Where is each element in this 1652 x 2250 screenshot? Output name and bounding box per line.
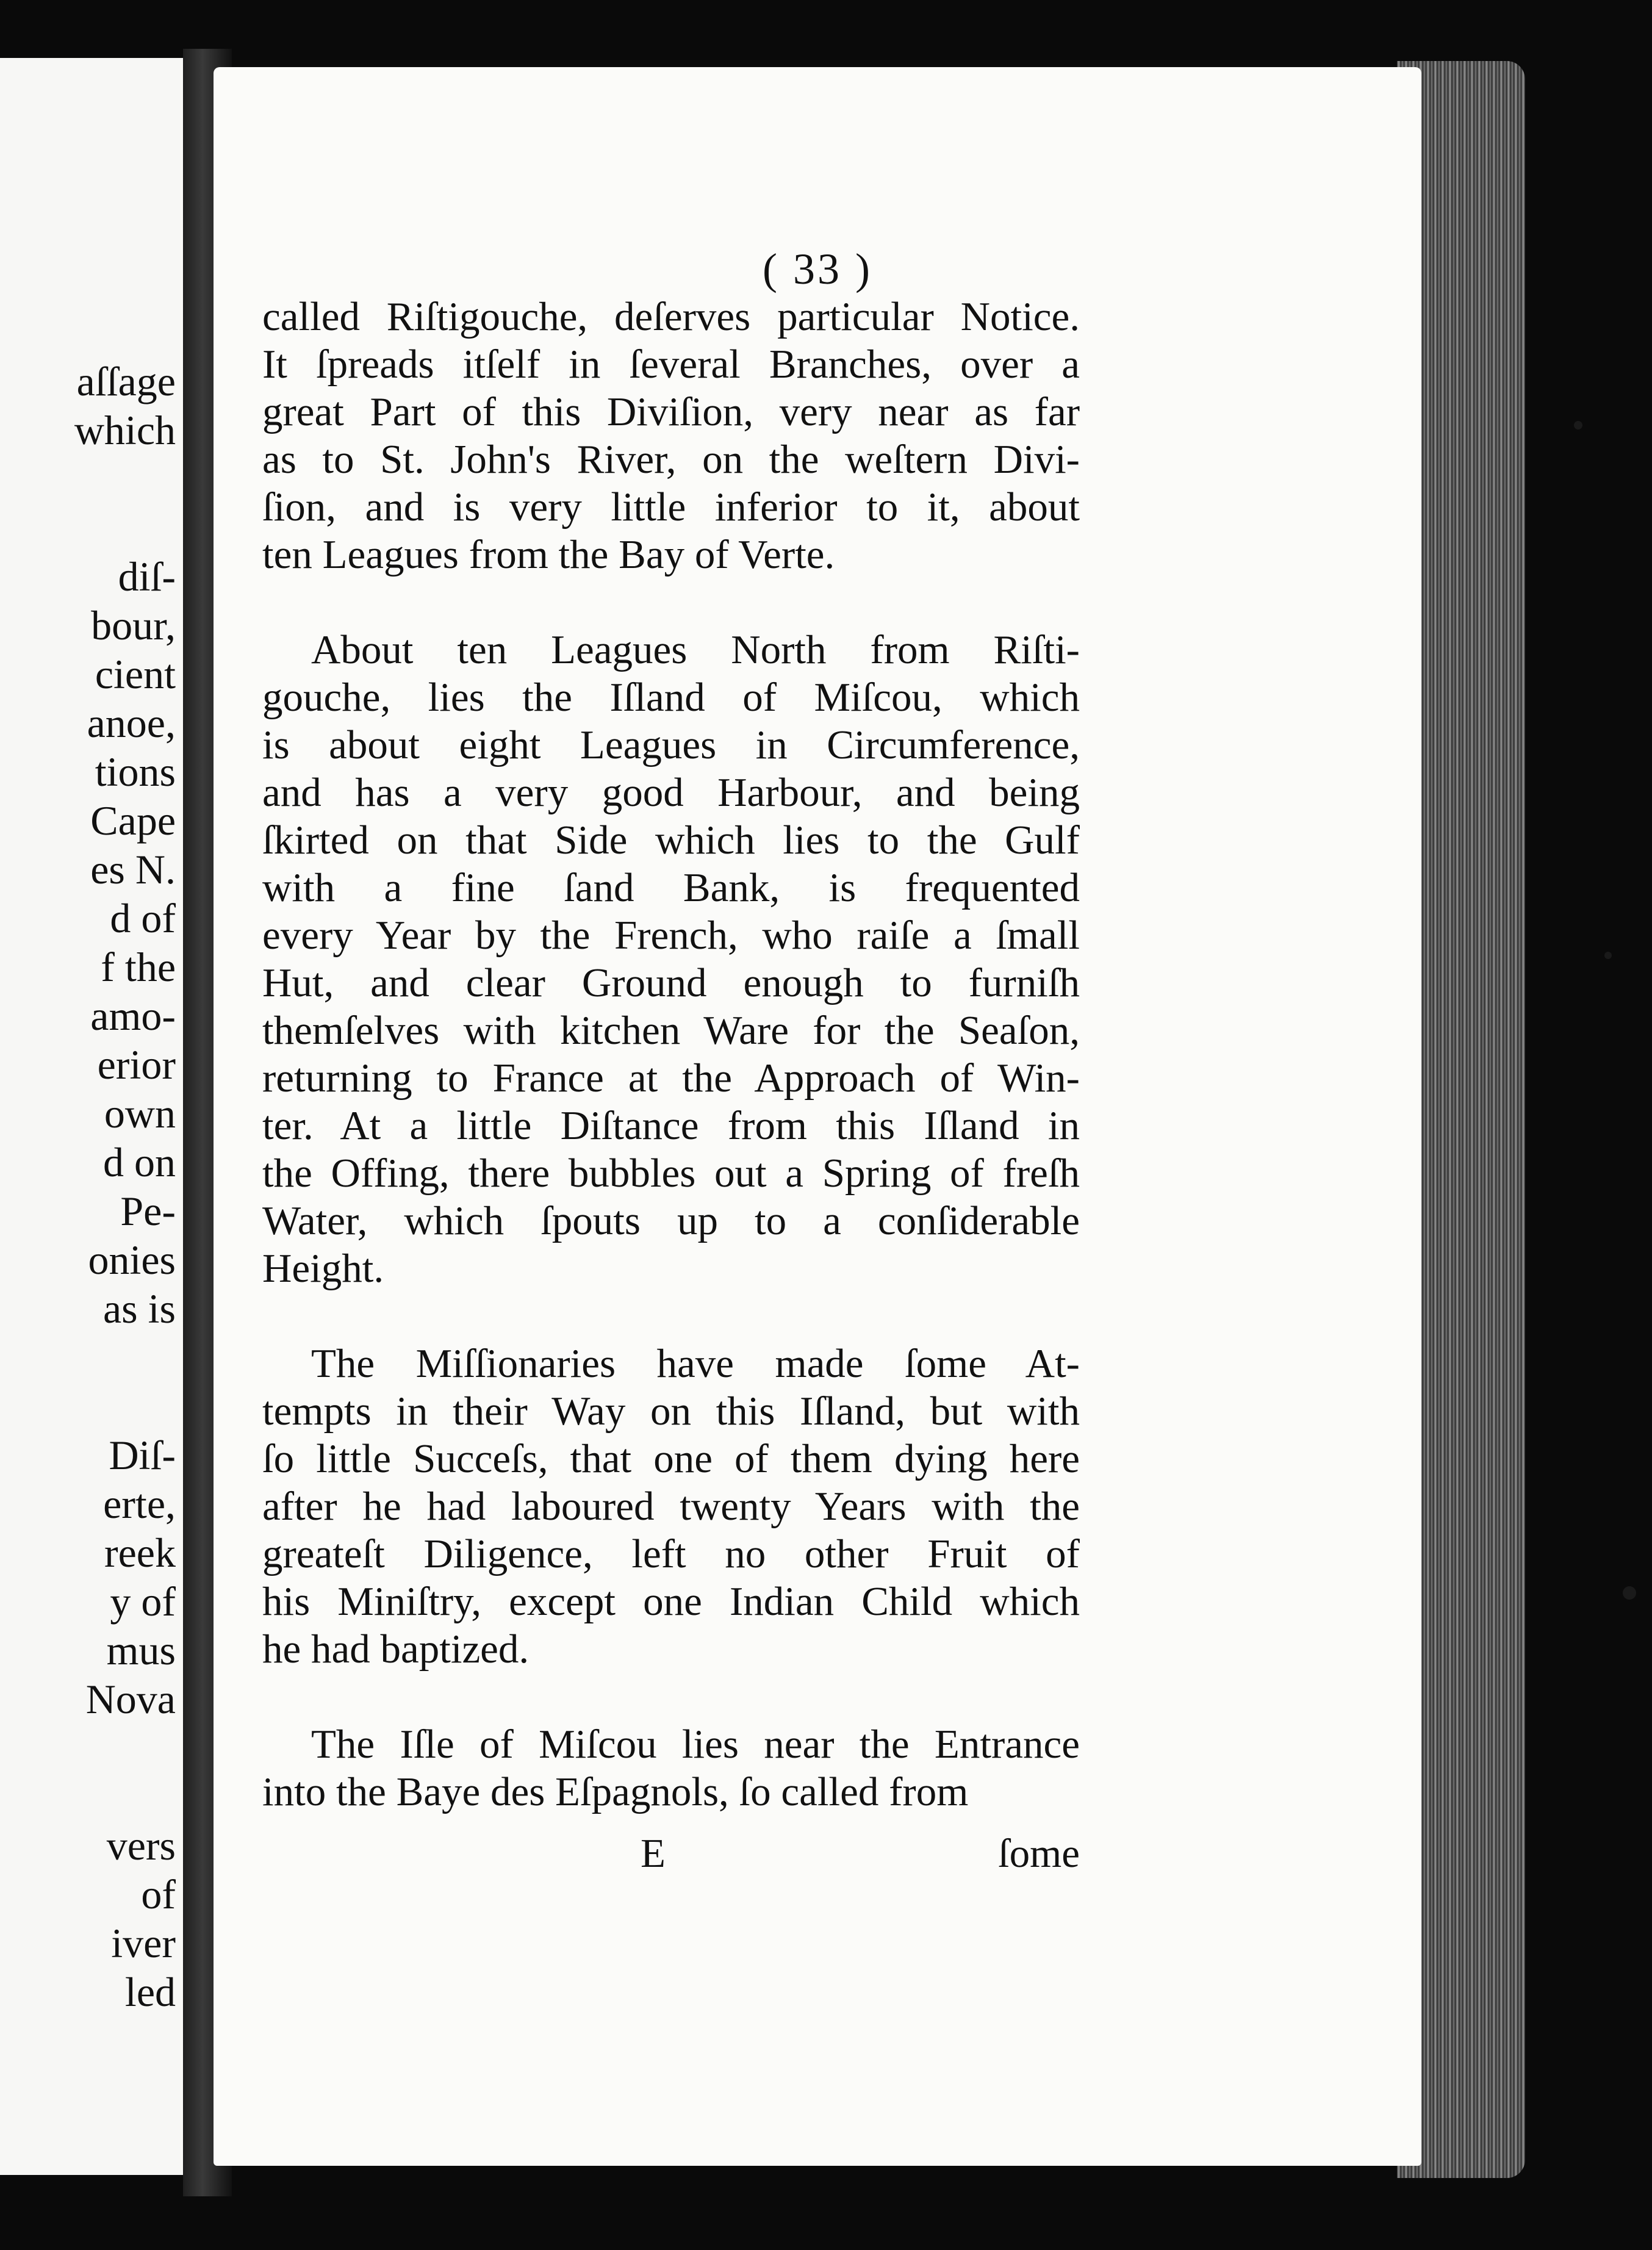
text-line: ſo little Succeſs, that one of them dying here [262,1436,1080,1481]
previous-page-line: f the [101,944,176,990]
text-line: into the Baye des Eſpagnols, ſo called from [262,1769,969,1814]
previous-page-line: iver [111,1920,176,1966]
previous-page-line: aſſage [76,358,176,404]
page-number-header: ( 33 ) [763,245,872,293]
previous-page-line: Diſ- [109,1432,176,1478]
previous-page-line: Nova [85,1676,176,1722]
previous-page-line: of [141,1871,176,1918]
text-line: returning to France at the Approach of Win- [262,1055,1080,1101]
previous-page-line: erte, [103,1481,176,1527]
previous-page-line: erior [97,1041,176,1088]
paragraph-4 [262,1720,1080,1816]
previous-page-line: y of [110,1578,176,1625]
text-line: his Miniſtry, except one Indian Child which [262,1579,1080,1624]
text-line: Hut, and clear Ground enough to furniſh [262,960,1080,1005]
text-line: ter. At a little Diſtance from this Iſland in [262,1103,1080,1148]
text-line: The Iſle of Miſcou lies near the Entrance [311,1722,1080,1767]
text-line: after he had laboured twenty Years with the [262,1484,1080,1529]
previous-page-line [0,1333,183,1382]
text-line: and has a very good Harbour, and being [262,770,1080,815]
previous-page-line: bour, [91,602,176,649]
previous-page-line: amo- [90,993,176,1039]
paragraph-1 [262,293,1080,578]
ink-speck [1574,421,1582,430]
previous-page-line: led [124,1969,176,2015]
previous-page-line: cient [95,651,176,697]
previous-page-line: anoe, [87,700,176,746]
text-line: tempts in their Way on this Iſland, but with [262,1389,1080,1434]
text-line: Water, which ſpouts up to a conſiderable [262,1198,1080,1243]
paragraph-2 [262,626,1080,1292]
text-line: every Year by the French, who raiſe a ſmall [262,913,1080,958]
previous-page-line: onies [88,1237,176,1283]
text-line: called Riſtigouche, deſerves particular Notice. [262,294,1080,339]
text-line: the Offing, there bubbles out a Spring of freſh [262,1151,1080,1196]
previous-page-line: Pe- [120,1188,176,1234]
previous-page-line [0,1772,183,1821]
text-line: gouche, lies the Iſland of Miſcou, which [262,675,1080,720]
ink-speck [1604,952,1612,959]
ink-speck [1623,1586,1636,1600]
previous-page-text [0,357,183,2016]
text-line: ten Leagues from the Bay of Verte. [262,532,835,577]
previous-page-line: diſ- [118,553,176,600]
previous-page-line: d on [103,1139,176,1185]
page-body [262,293,1080,1816]
text-line: greateſt Diligence, left no other Fruit of [262,1531,1080,1576]
previous-page [0,58,187,2175]
signature-mark: E [641,1831,666,1876]
previous-page-line: reek [104,1529,176,1576]
text-line: he had baptized. [262,1626,530,1672]
text-line: great Part of this Diviſion, very near as far [262,389,1080,434]
previous-page-line: own [104,1090,176,1137]
previous-page-line: vers [106,1822,176,1869]
previous-page-line: Cape [90,797,176,844]
text-line: themſelves with kitchen Ware for the Seaſon, [262,1008,1080,1053]
text-line: About ten Leagues North from Riſti- [311,627,1080,672]
text-line: is about eight Leagues in Circumference, [262,722,1080,767]
previous-page-line [0,455,183,503]
text-line: ſkirted on that Side which lies to the Gulf [262,818,1080,863]
previous-page-line: tions [95,749,176,795]
previous-page-line: as is [103,1285,176,1332]
catchword: ſome [998,1831,1080,1876]
previous-page-line: which [74,407,176,453]
text-line: ſion, and is very little inferior to it, about [262,484,1080,530]
text-line: It ſpreads itſelf in ſeveral Branches, over a [262,342,1080,387]
paragraph-3 [262,1340,1080,1673]
text-line: with a fine ſand Bank, is frequented [262,865,1080,910]
previous-page-line [0,1382,183,1431]
text-line: Height. [262,1246,384,1291]
previous-page-line [0,1723,183,1772]
previous-page-line: mus [106,1627,176,1673]
previous-page-line: es N. [90,846,176,893]
text-line: The Miſſionaries have made ſome At- [311,1341,1080,1386]
previous-page-line: d of [110,895,176,941]
text-line: as to St. John's River, on the weſtern Divi- [262,437,1080,482]
previous-page-line [0,503,183,552]
